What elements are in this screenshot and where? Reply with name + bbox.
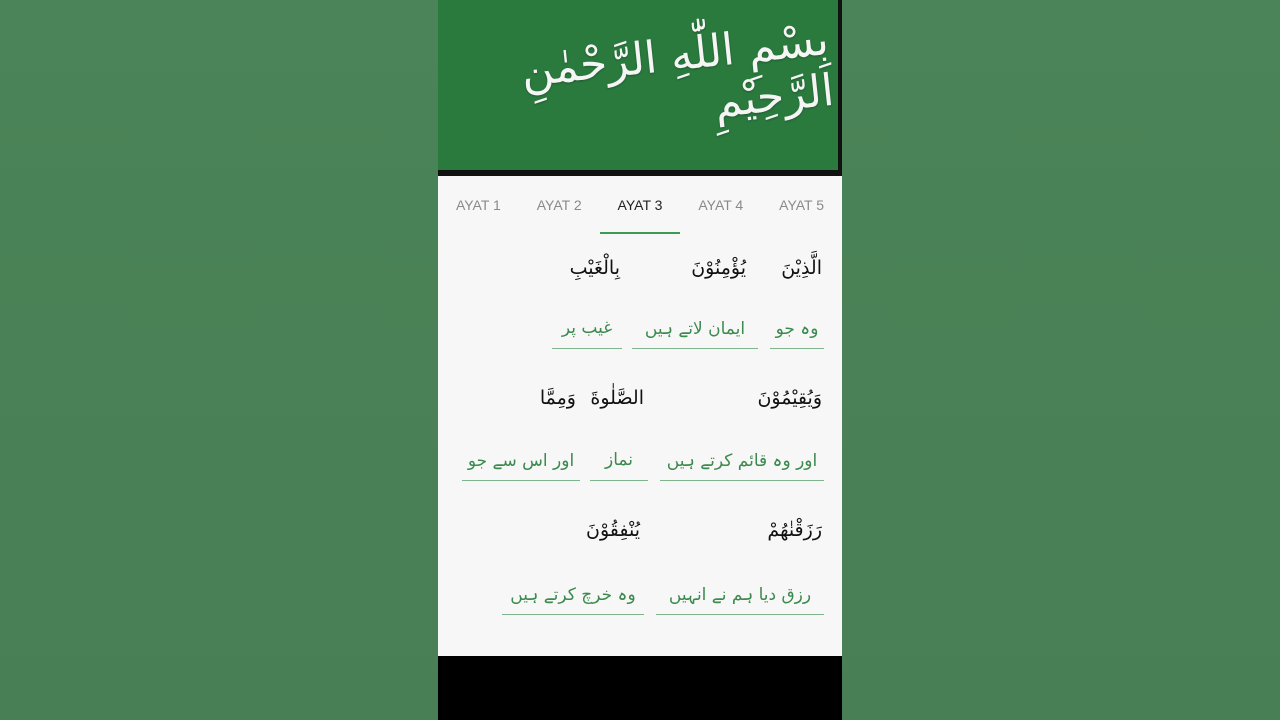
arabic-word: يُنْفِقُوْنَ [585, 519, 640, 541]
arabic-word: رَزَقْنٰهُمْ [767, 519, 822, 541]
urdu-translation: ایمان لاتے ہیں [632, 308, 758, 349]
arabic-word: وَيُقِيْمُوْنَ [757, 387, 822, 409]
ayat-tab-bar [438, 176, 842, 234]
tab-ayat-3[interactable]: AYAT 3 [600, 176, 681, 234]
arabic-line-1 [438, 248, 842, 288]
bismillah-banner [438, 0, 838, 170]
arabic-line-2 [438, 378, 842, 418]
urdu-translation: وہ جو [770, 308, 824, 349]
ayat-content [438, 176, 842, 656]
tab-ayat-5[interactable]: AYAT 5 [779, 197, 825, 213]
bottom-bar [438, 656, 842, 720]
urdu-translation: نماز [590, 440, 648, 481]
arabic-word: الَّذِيْنَ [781, 257, 822, 279]
background-right [842, 0, 1280, 720]
background-left [0, 0, 438, 720]
phone-screen [438, 0, 842, 720]
tab-ayat-1[interactable]: AYAT 1 [455, 197, 501, 213]
arabic-word: الصَّلٰوةَ [590, 387, 644, 409]
arabic-line-3 [438, 510, 842, 550]
arabic-word: وَمِمَّا [539, 387, 576, 409]
bismillah-calligraphy: بِسْمِ اللّٰهِ الرَّحْمٰنِ الرَّحِيْمِ [518, 14, 837, 129]
arabic-word: يُؤْمِنُوْنَ [691, 257, 746, 279]
urdu-translation: اور وہ قائم کرتے ہیں [660, 440, 824, 481]
urdu-translation: غیب پر [552, 308, 622, 349]
urdu-translation: اور اس سے جو [462, 440, 580, 481]
urdu-translation: وہ خرچ کرتے ہیں [502, 574, 644, 615]
banner-edge [838, 0, 842, 176]
urdu-translation: رزق دیا ہم نے انہیں [656, 574, 824, 615]
tab-ayat-2[interactable]: AYAT 2 [536, 197, 582, 213]
arabic-word: بِالْغَيْبِ [569, 257, 620, 279]
tab-ayat-4[interactable]: AYAT 4 [698, 197, 744, 213]
